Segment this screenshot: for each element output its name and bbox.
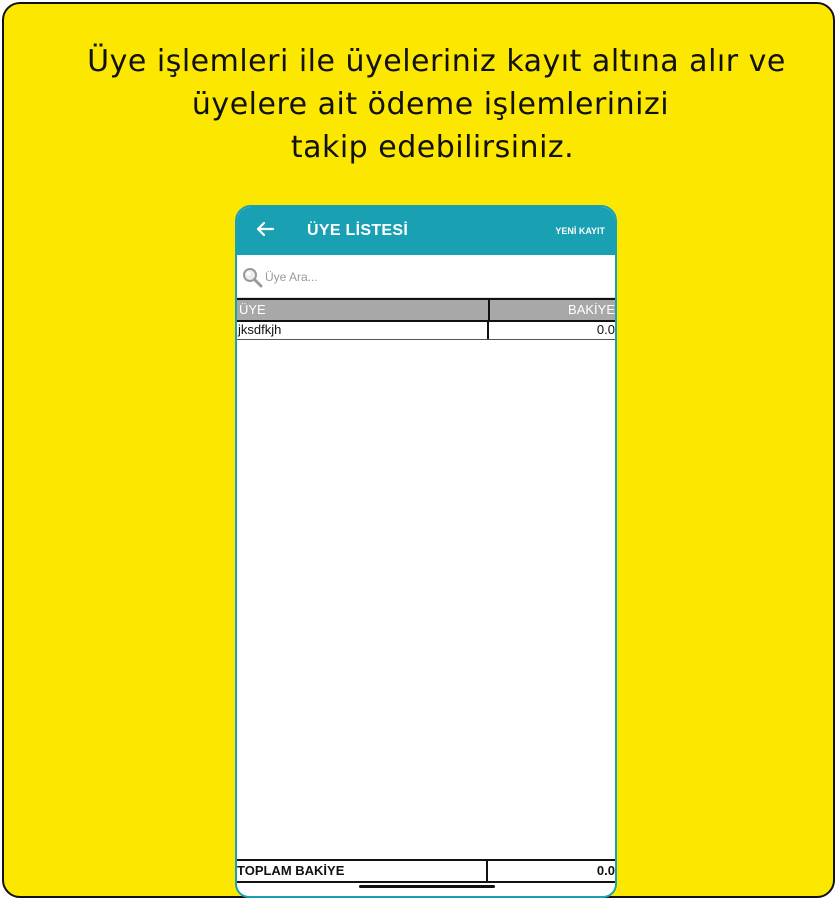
search-bar [237, 257, 615, 298]
table-header [237, 298, 617, 322]
headline-line-1: Üye işlemleri ile üyeleriniz kayıt altına alır ve [87, 44, 786, 79]
search-input[interactable] [265, 266, 595, 288]
back-arrow-icon[interactable] [253, 217, 277, 241]
promo-headline [0, 40, 837, 169]
member-name-cell: jksdfkjh [237, 320, 489, 339]
app-bar [237, 207, 615, 255]
phone-screen [235, 205, 617, 898]
table-row[interactable] [237, 320, 617, 340]
home-indicator[interactable] [359, 885, 495, 888]
column-header-member: ÜYE [237, 300, 490, 320]
total-balance-label: TOPLAM BAKİYE [237, 861, 488, 881]
new-record-button[interactable]: YENİ KAYIT [555, 226, 605, 236]
page-title: ÜYE LİSTESİ [307, 222, 409, 239]
headline-line-2: üyelere ait ödeme işlemlerinizi [191, 87, 670, 122]
total-balance-row [237, 859, 617, 883]
search-icon [241, 266, 263, 288]
headline-line-3: takip edebilirsiniz. [290, 130, 575, 165]
member-balance-cell: 0.0 [596, 322, 615, 337]
total-balance-value: 0.0 [596, 863, 615, 878]
column-header-balance: BAKİYE [568, 302, 615, 317]
